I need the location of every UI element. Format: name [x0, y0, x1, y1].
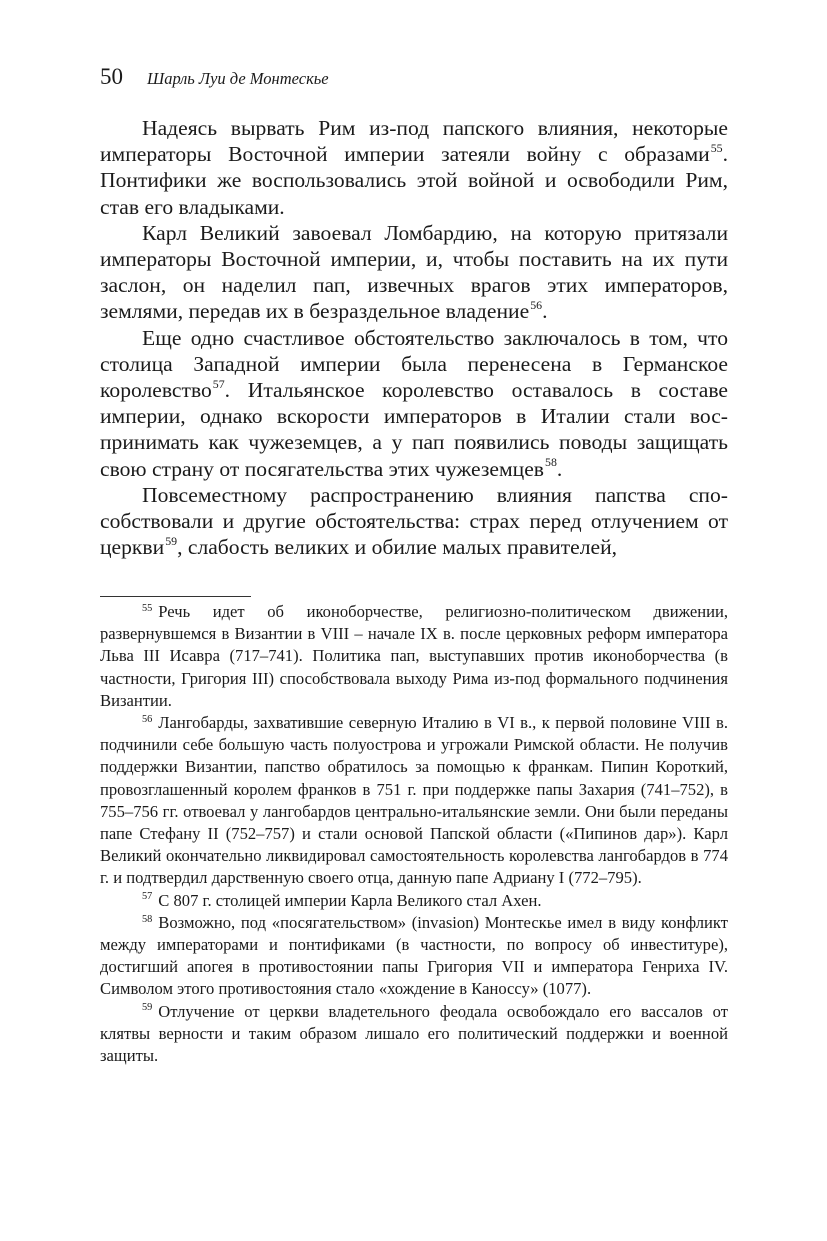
- footnote-reference[interactable]: 55: [710, 140, 723, 155]
- footnote-number: 58: [142, 913, 153, 925]
- text-run: . Понтифики же воспользовались этой войной и освободили Рим, став его владыками.: [100, 142, 728, 219]
- page-number: 50: [100, 64, 123, 89]
- running-title: Шарль Луи де Монтескье: [147, 69, 329, 88]
- paragraph: [100, 115, 728, 220]
- text-run: Повсеместному распространению влияния папства способствовали и другие обстоятельства: страх перед отлучением от церкви: [100, 482, 728, 560]
- running-head: [100, 63, 728, 93]
- footnote-59: [100, 1001, 728, 1068]
- footnote-57: [100, 890, 728, 912]
- text-run: Карл Великий завоевал Ломбардию, на которую притязали императоры Восточной империи, и, чтобы поставить на их пути заслон, он наделил пап, извечных врагов этих императоров, землями, передав их в безраздельное владение: [100, 220, 728, 324]
- footnote-56: [100, 712, 728, 890]
- footnote-number: 59: [142, 1002, 153, 1014]
- text-run: .: [556, 456, 563, 481]
- paragraph: [100, 482, 728, 561]
- paragraph: [100, 325, 728, 482]
- footnote-reference[interactable]: 59: [165, 533, 178, 548]
- text-run: . Итальянское королевство оставалось в составе империи, однако вскорости императоров в Италии стали воспринимать как чужеземцев, а у пап появились поводы защищать свою страну от посягательства этих чужеземцев: [100, 378, 728, 481]
- book-page: [100, 0, 728, 1241]
- footnotes: [100, 601, 728, 1067]
- paragraph: [100, 220, 728, 325]
- footnote-text: Речь идет об иконоборчестве, религиозно-политическом движении, развернувшемся в Византии в VIII – начале IX в. после церковных реформ императора Льва III Исавра (717–741). Политика пап, выступавших против иконоборчества (в частности, Григория III) способствовала выходу Рима из-под формального подчинения Византии.: [100, 602, 728, 710]
- footnote-reference[interactable]: 57: [212, 376, 225, 391]
- footnote-reference[interactable]: 56: [530, 297, 543, 312]
- text-run: .: [542, 299, 548, 324]
- footnote-number: 55: [142, 602, 153, 614]
- footnote-58: [100, 912, 728, 1001]
- footnote-text: Отлучение от церкви владетельного феодала освобождало его вассалов от клятвы верности и таким образом лишало его политический поддержки и военной защиты.: [100, 1001, 728, 1066]
- footnote-reference[interactable]: 58: [545, 455, 557, 470]
- footnote-text: Лангобарды, захватившие северную Италию в VI в., к первой половине VIII в. подчинили себе большую часть полуострова и угрожали Римской области. Не получив поддержки Византии, папство обратилось за помощью к франкам. Пипин Короткий, провозглашенный королем франков в 751 г. при поддержке папы Захария (741–752), в 755–756 гг. отвоевал у лангобардов центрально-итальянские земли. Они были переданы папе Стефану II (752–757) и стали основой Папской области («Пипинов дар»). Карл Великий окончательно ликвидировал самостоятельность королевства лангобардов в 774 г. и подтвердил дарственную своего отца, данную папе Адриану I (772–795).: [100, 713, 728, 888]
- footnote-text: С 807 г. столицей империи Карла Великого стал Ахен.: [158, 890, 542, 910]
- main-text: [100, 115, 728, 560]
- footnote-number: 57: [142, 891, 153, 903]
- footnote-divider: [100, 596, 251, 597]
- footnote-number: 56: [142, 713, 153, 725]
- text-run: Еще одно счастливое обстоятельство заключалось в том, что столица Западной империи была перенесена в Германское королевство: [100, 325, 728, 403]
- footnote-text: Возможно, под «посягательством» (invasion) Монтескье имел в виду конфликт между императорами и понтификами (в частности, по вопросу об инвеституре), достигший апогея в противостоянии папы Григория VII и императора Генриха IV. Символом этого противостояния стало «хождение в Каноссу» (1077).: [100, 912, 728, 999]
- text-run: Надеясь вырвать Рим из-под папского влияния, некоторые императоры Восточной империи затеяли войну с образами: [100, 116, 728, 167]
- text-run: , слабость великих и обилие малых правителей,: [177, 535, 618, 560]
- footnote-55: [100, 601, 728, 712]
